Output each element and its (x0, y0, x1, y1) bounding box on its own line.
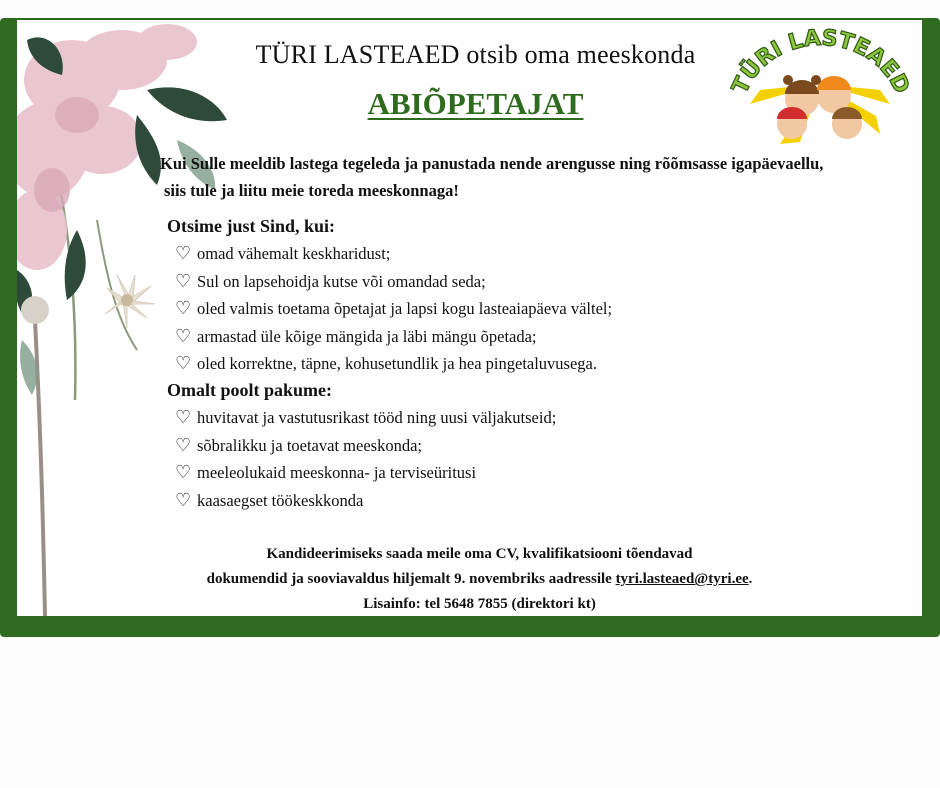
heart-icon: ♡ (175, 270, 192, 291)
list-item: ♡ armastad üle kõige mängida ja läbi mängu õpetada; (175, 323, 612, 351)
intro-line-2: siis tule ja liitu meie toreda meeskonnaga! (164, 181, 459, 200)
offer-section (167, 380, 556, 514)
application-info (17, 542, 922, 616)
heart-icon: ♡ (175, 489, 192, 510)
job-poster (0, 18, 940, 637)
poster-content (17, 20, 922, 616)
list-item: ♡ meeleolukaid meeskonna- ja terviseüritusi (175, 459, 556, 487)
footer-line-2: dokumendid ja sooviavaldus hiljemalt 9. novembriks aadressile tyri.lasteaed@tyri.ee. (206, 571, 753, 587)
list-item: ♡ sõbralikku ja toetavat meeskonda; (175, 432, 556, 460)
list-item: ♡ huvitavat ja vastutusrikast tööd ning uusi väljakutseid; (175, 404, 556, 432)
job-title: ABIÕPETAJAT (367, 86, 584, 121)
list-item: ♡ Sul on lapsehoidja kutse või omandad seda; (175, 268, 612, 296)
heart-icon: ♡ (175, 462, 192, 482)
footer-line-3: Lisainfo: tel 5648 7855 (direktori kt) (363, 596, 596, 612)
list-item: ♡ oled valmis toetama õpetajat ja lapsi kogu lasteaiapäeva vältel; (175, 295, 612, 323)
logo-text: TÜRI LASTEAED (727, 25, 915, 98)
list-item: ♡ oled korrektne, täpne, kohusetundlik ja hea pingetaluvusega. (175, 350, 612, 378)
heart-icon: ♡ (175, 298, 192, 318)
offer-list (167, 404, 556, 514)
list-item: ♡ omad vähemalt keskharidust; (175, 240, 612, 268)
footer-line-1: Kandideerimiseks saada meile oma CV, kvalifikatsiooni tõendavad (266, 546, 693, 562)
heart-icon: ♡ (175, 243, 192, 263)
list-item: ♡ kaasaegset töökeskkonda (175, 487, 556, 515)
heart-icon: ♡ (175, 325, 192, 346)
requirements-heading: Otsime just Sind, kui: (167, 216, 336, 236)
headline: TÜRI LASTEAED otsib oma meeskonda (255, 40, 696, 69)
requirements-section (167, 216, 612, 378)
email-link[interactable]: tyri.lasteaed@tyri.ee (615, 571, 749, 587)
requirements-list (167, 240, 612, 378)
heart-icon: ♡ (175, 434, 192, 455)
intro-text (160, 150, 900, 204)
offer-heading: Omalt poolt pakume: (167, 380, 333, 400)
intro-line-1: Kui Sulle meeldib lastega tegeleda ja panustada nende arengusse ning rõõmsasse igapäevaellu, (160, 154, 824, 173)
heart-icon: ♡ (175, 353, 192, 373)
heart-icon: ♡ (175, 407, 192, 427)
